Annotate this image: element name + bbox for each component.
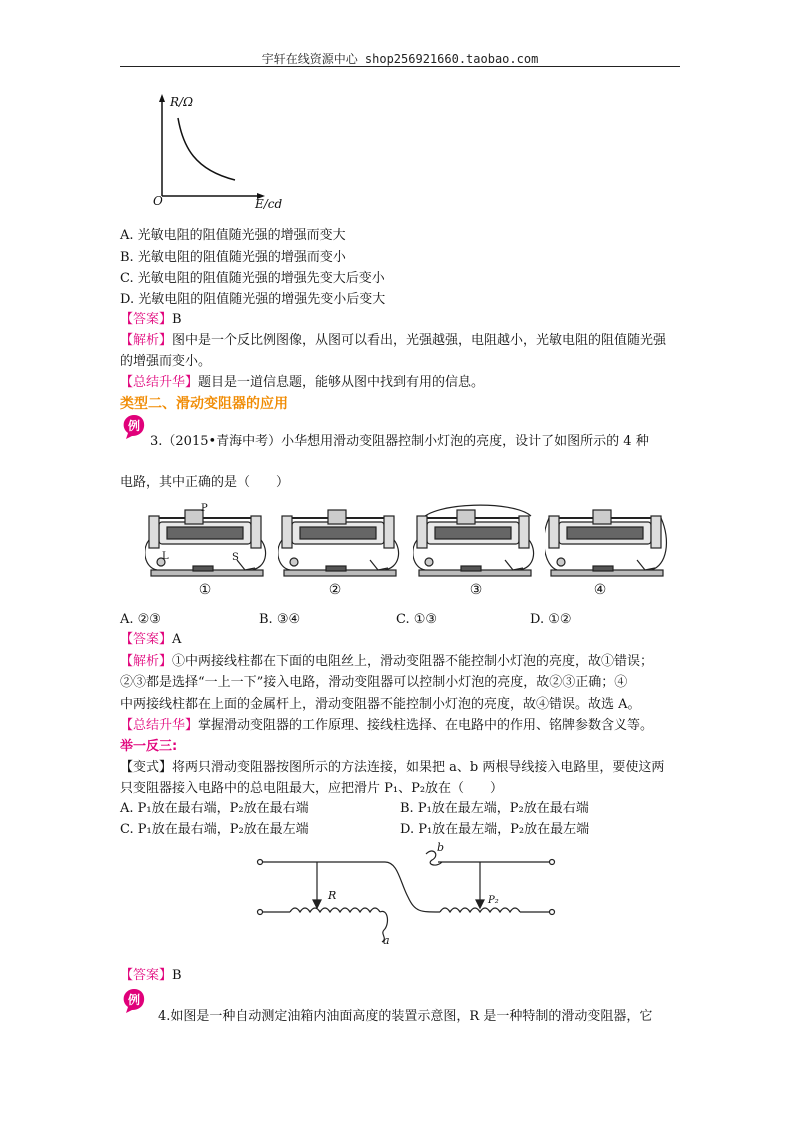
variant-option-a: A. P₁放在最右端，P₂放在最右端 bbox=[120, 801, 309, 816]
graph-xlabel: E/cd bbox=[255, 197, 283, 211]
header-rule bbox=[120, 66, 680, 67]
graph-origin: O bbox=[153, 194, 163, 208]
answer-tag: 【答案】 bbox=[120, 312, 173, 327]
example-badge-2-label: 例 bbox=[128, 993, 141, 1007]
variant-answer-value: B bbox=[172, 968, 182, 983]
summary-tag: 【总结升华】 bbox=[120, 375, 199, 390]
variant-option-d: D. P₁放在最左端，P₂放在最左端 bbox=[400, 822, 590, 837]
example-badge-label: 例 bbox=[128, 419, 141, 433]
jufan-title: 举一反三: bbox=[120, 739, 178, 754]
graph-ylabel: R/Ω bbox=[170, 95, 194, 109]
variant-option-c: C. P₁放在最右端，P₂放在最左端 bbox=[120, 822, 309, 837]
variant-stem-1 bbox=[120, 760, 664, 776]
q3-summary bbox=[120, 718, 653, 734]
figure-1-s-label: S bbox=[232, 552, 239, 563]
q4-stem: 4.如图是一种自动测定油箱内油面高度的装置示意图，R 是一种特制的滑动变阻器，它 bbox=[158, 1009, 653, 1024]
q3-summary-tag: 【总结升华】 bbox=[120, 718, 199, 733]
diagram-r1-label: R bbox=[328, 889, 337, 902]
two-rheostats-diagram bbox=[250, 842, 560, 952]
variant-answer-tag: 【答案】 bbox=[120, 968, 173, 983]
q3-answer-tag: 【答案】 bbox=[120, 632, 173, 647]
example-badge-2 bbox=[122, 988, 144, 1010]
figure-caption-3: ③ bbox=[469, 582, 483, 598]
figure-caption-1: ① bbox=[198, 582, 212, 598]
q3-option-a: A. ②③ bbox=[120, 612, 161, 627]
q3-analysis-1 bbox=[120, 654, 653, 670]
q3-option-c: C. ①③ bbox=[396, 612, 438, 627]
option-d: D. 光敏电阻的阻值随光强的增强先变小后变大 bbox=[120, 292, 386, 307]
q3-answer-value: A bbox=[172, 632, 182, 647]
section-title: 类型二、滑动变阻器的应用 bbox=[120, 396, 288, 412]
diagram-p2-label: P₂ bbox=[488, 895, 499, 906]
q3-option-d: D. ①② bbox=[530, 612, 572, 627]
option-a: A. 光敏电阻的阻值随光强的增强而变大 bbox=[120, 228, 346, 243]
analysis-line-1 bbox=[120, 333, 666, 349]
variant-tag: 【变式】 bbox=[120, 760, 173, 775]
rheostat-figure-2 bbox=[278, 500, 403, 580]
variant-stem-2: 只变阻器接入电路中的总电阻最大，应把滑片 P₁、P₂放在（ ） bbox=[120, 781, 504, 796]
option-b: B. 光敏电阻的阻值随光强的增强而变小 bbox=[120, 250, 346, 265]
answer-value: B bbox=[172, 312, 182, 327]
rheostat-figure-3 bbox=[413, 500, 538, 580]
figure-1-l-label: L bbox=[162, 551, 169, 562]
figure-1-p-label: P bbox=[201, 503, 208, 514]
variant-stem-text: 将两只滑动变阻器按图所示的方法连接，如果把 a、b 两根导线接入电路里，要使这两 bbox=[172, 760, 665, 775]
diagram-b-label: b bbox=[437, 841, 445, 854]
figure-caption-2: ② bbox=[328, 582, 342, 598]
q3-analysis-text-1: ①中两接线柱都在下面的电阻丝上，滑动变阻器不能控制小灯泡的亮度，故①错误； bbox=[172, 654, 654, 669]
figure-caption-4: ④ bbox=[593, 582, 607, 598]
analysis-line-2: 的增强而变小。 bbox=[120, 354, 212, 369]
diagram-a-label: a bbox=[383, 934, 390, 947]
q3-stem-1: 3.（2015•青海中考）小华想用滑动变阻器控制小灯泡的亮度，设计了如图所示的 4 种 bbox=[150, 434, 649, 449]
variant-option-b: B. P₁放在最左端，P₂放在最右端 bbox=[400, 801, 589, 816]
summary-line bbox=[120, 375, 484, 391]
analysis-text: 图中是一个反比例图像，从图可以看出，光强越强，电阻越小，光敏电阻的阻值随光强 bbox=[172, 333, 667, 348]
q3-analysis-tag: 【解析】 bbox=[120, 654, 173, 669]
option-c: C. 光敏电阻的阻值随光强的增强先变大后变小 bbox=[120, 271, 385, 286]
example-badge bbox=[122, 414, 144, 436]
summary-text: 题目是一道信息题，能够从图中找到有用的信息。 bbox=[198, 375, 485, 390]
variant-answer-line bbox=[120, 968, 182, 984]
q3-stem-2: 电路，其中正确的是（ ） bbox=[120, 475, 290, 490]
rheostat-figure-4 bbox=[545, 500, 670, 580]
q3-analysis-3: 中两接线柱都在上面的金属杆上，滑动变阻器不能控制小灯泡的亮度，故④错误。故选 A。 bbox=[120, 697, 641, 712]
q3-summary-text: 掌握滑动变阻器的工作原理、接线柱选择、在电路中的作用、铭牌参数含义等。 bbox=[198, 718, 654, 733]
q3-analysis-2: ②③都是选择“一上一下”接入电路，滑动变阻器可以控制小灯泡的亮度，故②③正确；④ bbox=[120, 675, 628, 690]
analysis-tag: 【解析】 bbox=[120, 333, 173, 348]
q3-option-b: B. ③④ bbox=[259, 612, 301, 627]
page-header: 宇轩在线资源中心 shop256921660.taobao.com bbox=[261, 52, 539, 66]
answer-line bbox=[120, 312, 182, 328]
q3-answer-line bbox=[120, 632, 181, 648]
